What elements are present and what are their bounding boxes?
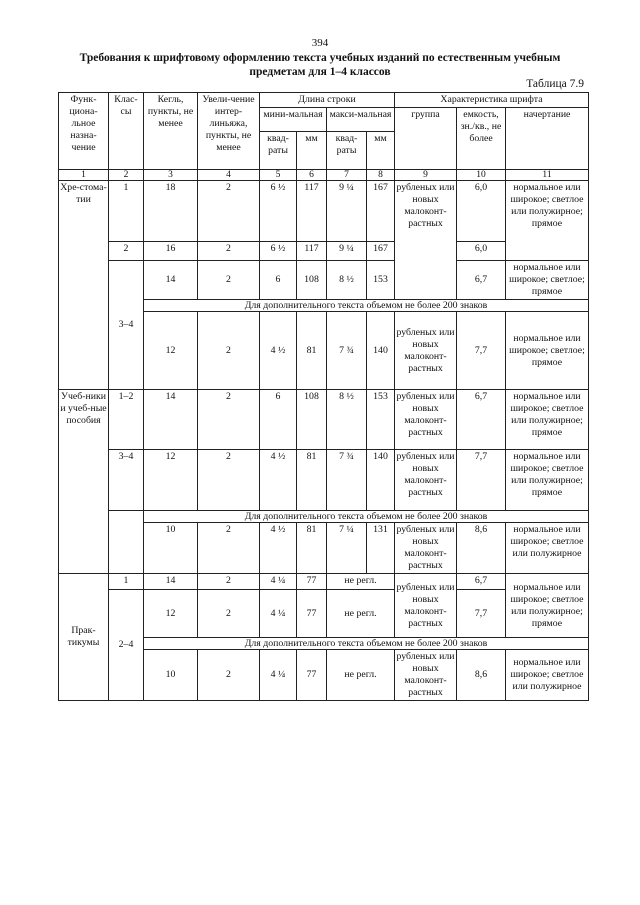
header-max: макси-мальная <box>327 108 395 132</box>
header-mm: мм <box>367 132 395 170</box>
cell-min-quad: 4 ¼ <box>260 590 297 638</box>
cell-min-mm: 117 <box>297 242 327 261</box>
header-func: Функ-циона-льное назна-чение <box>59 93 109 170</box>
cell-capacity: 6,0 <box>457 181 506 242</box>
section-name: Хре-стома-тии <box>59 181 109 390</box>
cell-min-mm: 108 <box>297 390 327 450</box>
cell-max-quad: 7 ¾ <box>327 450 367 511</box>
header-mm: мм <box>297 132 327 170</box>
cell-max-quad: 8 ½ <box>327 261 367 300</box>
cell-max: не регл. <box>327 574 395 590</box>
cell-min-mm: 77 <box>297 574 327 590</box>
col-number: 4 <box>198 170 260 181</box>
cell-max-mm: 167 <box>367 242 395 261</box>
cell-min-mm: 117 <box>297 181 327 242</box>
cell-size: 16 <box>144 242 198 261</box>
column-numbers-row <box>59 170 589 181</box>
table-row <box>59 181 589 242</box>
cell-group: рубленых или новых малоконт-растных <box>395 574 457 638</box>
cell-max-mm: 131 <box>367 523 395 574</box>
cell-classes: 1 <box>109 181 144 242</box>
cell-min-mm: 108 <box>297 261 327 300</box>
cell-classes: 1 <box>109 574 144 590</box>
cell-max: не регл. <box>327 590 395 638</box>
table-row <box>59 261 589 300</box>
cell-min-quad: 6 ½ <box>260 242 297 261</box>
cell-style: нормальное или широкое; светлое или полужирное <box>506 650 589 701</box>
cell-max-mm: 167 <box>367 181 395 242</box>
col-number: 9 <box>395 170 457 181</box>
cell-style: нормальное или широкое; светлое или полужирное; прямое <box>506 390 589 450</box>
cell-leading: 2 <box>198 390 260 450</box>
cell-min-quad: 4 ½ <box>260 450 297 511</box>
header-line-length: Длина строки <box>260 93 395 108</box>
note-row: Для дополнительного текста объемом не более 200 знаков <box>144 300 589 312</box>
header-capacity: емкость, зн./кв., не более <box>457 108 506 170</box>
col-number: 6 <box>297 170 327 181</box>
cell-min-mm: 77 <box>297 590 327 638</box>
section-name: Учеб-ники и учеб-ные пособия <box>59 390 109 574</box>
cell-capacity: 8,6 <box>457 523 506 574</box>
cell-style: нормальное или широкое; светлое; прямое <box>506 312 589 390</box>
table-row <box>59 574 589 590</box>
header-quad: квад-раты <box>327 132 367 170</box>
cell-max-mm: 153 <box>367 390 395 450</box>
cell-max-quad: 9 ¼ <box>327 181 367 242</box>
header-group: группа <box>395 108 457 170</box>
cell-size: 14 <box>144 390 198 450</box>
cell-capacity: 7,7 <box>457 312 506 390</box>
col-number: 2 <box>109 170 144 181</box>
cell-group: рубленых или новых малоконт-растных <box>395 312 457 390</box>
cell-min-quad: 6 <box>260 390 297 450</box>
cell-max: не регл. <box>327 650 395 701</box>
col-number: 10 <box>457 170 506 181</box>
cell-min-mm: 81 <box>297 312 327 390</box>
header-font-char: Характеристика шрифта <box>395 93 589 108</box>
header-size: Кегль, пункты, не менее <box>144 93 198 170</box>
cell-style: нормальное или широкое; светлое или полужирное; прямое <box>506 450 589 511</box>
cell-group: рубленых или новых малоконт-растных <box>395 450 457 511</box>
cell-max-mm: 140 <box>367 312 395 390</box>
cell-leading: 2 <box>198 590 260 638</box>
cell-size: 12 <box>144 450 198 511</box>
cell-leading: 2 <box>198 312 260 390</box>
cell-capacity: 6,7 <box>457 261 506 300</box>
cell-classes: 2 <box>109 242 144 261</box>
cell-size: 12 <box>144 312 198 390</box>
col-number: 5 <box>260 170 297 181</box>
cell-max-quad: 7 ¾ <box>327 312 367 390</box>
col-number: 1 <box>59 170 109 181</box>
cell-min-quad: 4 ¼ <box>260 574 297 590</box>
cell-style: нормальное или широкое; светлое или полужирное; прямое <box>506 574 589 638</box>
cell-leading: 2 <box>198 181 260 242</box>
header-leading: Увели-чение интер-линьяжа, пункты, не менее <box>198 93 260 170</box>
cell-min-quad: 4 ½ <box>260 312 297 390</box>
cell-leading: 2 <box>198 650 260 701</box>
cell-max-mm: 153 <box>367 261 395 300</box>
table-row <box>59 390 589 450</box>
cell-classes: 1–2 <box>109 390 144 450</box>
note-row: Для дополнительного текста объемом не более 200 знаков <box>144 511 589 523</box>
cell-size: 10 <box>144 650 198 701</box>
cell-classes: 3–4 <box>109 450 144 511</box>
cell-leading: 2 <box>198 261 260 300</box>
table-row <box>59 511 589 523</box>
cell-capacity: 6,0 <box>457 242 506 261</box>
cell-group: рубленых или новых малоконт-растных <box>395 650 457 701</box>
cell-capacity: 6,7 <box>457 390 506 450</box>
header-min: мини-мальная <box>260 108 327 132</box>
table-row <box>59 450 589 511</box>
cell-capacity: 7,7 <box>457 590 506 638</box>
cell-capacity: 8,6 <box>457 650 506 701</box>
cell-classes-empty <box>109 511 144 574</box>
cell-group: рубленых или новых малоконт-растных <box>395 390 457 450</box>
cell-style: нормальное или широкое; светлое; прямое <box>506 261 589 300</box>
table-label: Таблица 7.9 <box>526 78 584 90</box>
cell-size: 14 <box>144 261 198 300</box>
cell-max-mm: 140 <box>367 450 395 511</box>
requirements-table <box>58 92 589 701</box>
cell-min-quad: 4 ½ <box>260 523 297 574</box>
cell-min-mm: 81 <box>297 523 327 574</box>
cell-capacity: 6,7 <box>457 574 506 590</box>
cell-max-quad: 9 ¼ <box>327 242 367 261</box>
cell-min-mm: 81 <box>297 450 327 511</box>
page-number: 394 <box>311 37 329 49</box>
cell-leading: 2 <box>198 450 260 511</box>
page-title: Требования к шрифтовому оформлению текста учебных изданий по естественным учебным предметам для 1–4 классов <box>79 52 561 78</box>
cell-leading: 2 <box>198 242 260 261</box>
header-quad: квад-раты <box>260 132 297 170</box>
cell-leading: 2 <box>198 574 260 590</box>
cell-min-quad: 6 <box>260 261 297 300</box>
section-name: Прак-тикумы <box>59 574 109 701</box>
cell-max-quad: 8 ½ <box>327 390 367 450</box>
cell-group: рубленых или новых малоконт-растных <box>395 523 457 574</box>
cell-leading: 2 <box>198 523 260 574</box>
col-number: 8 <box>367 170 395 181</box>
cell-size: 14 <box>144 574 198 590</box>
note-row: Для дополнительного текста объемом не более 200 знаков <box>144 638 589 650</box>
cell-min-mm: 77 <box>297 650 327 701</box>
cell-classes: 3–4 <box>109 261 144 390</box>
col-number: 7 <box>327 170 367 181</box>
col-number: 3 <box>144 170 198 181</box>
col-number: 11 <box>506 170 589 181</box>
cell-capacity: 7,7 <box>457 450 506 511</box>
cell-max-quad: 7 ¼ <box>327 523 367 574</box>
header-classes: Клас-сы <box>109 93 144 170</box>
cell-size: 12 <box>144 590 198 638</box>
cell-group: рубленых или новых малоконт-растных <box>395 181 457 300</box>
cell-size: 10 <box>144 523 198 574</box>
cell-min-quad: 4 ¼ <box>260 650 297 701</box>
cell-size: 18 <box>144 181 198 242</box>
header-style: начертание <box>506 108 589 170</box>
cell-min-quad: 6 ½ <box>260 181 297 242</box>
cell-style: нормальное или широкое; светлое или полужирное <box>506 523 589 574</box>
header-row <box>59 93 589 108</box>
cell-style: нормальное или широкое; светлое или полужирное; прямое <box>506 181 589 261</box>
cell-classes: 2–4 <box>109 590 144 701</box>
